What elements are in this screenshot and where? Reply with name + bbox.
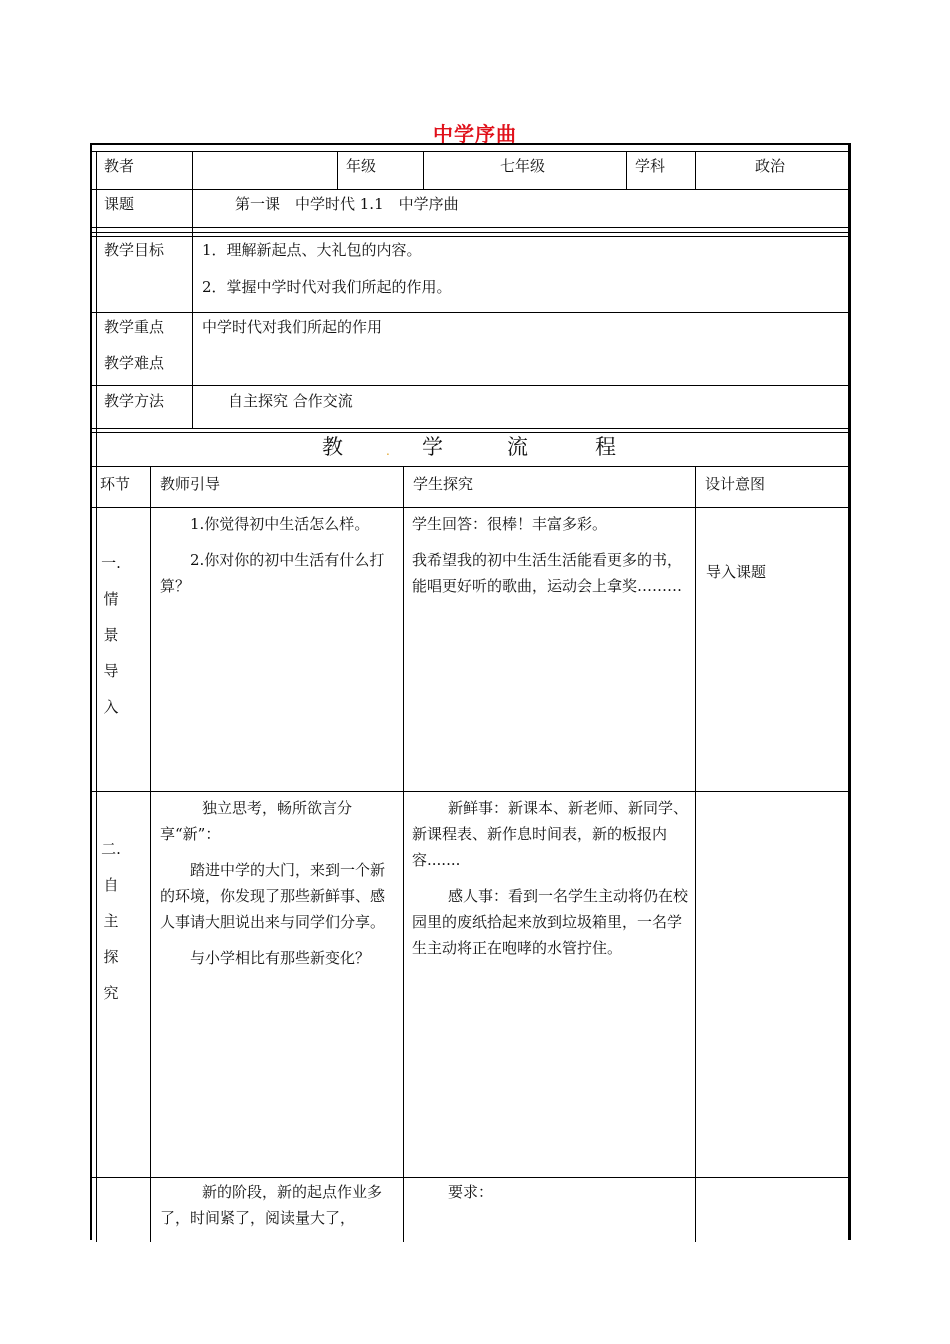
header-student: 学生探究 [413,475,474,493]
rule [695,466,696,1242]
goals-label: 教学目标 [104,241,165,259]
rule [92,385,848,386]
banner-char: 教 [322,435,343,459]
banner-char: 流 [507,435,528,459]
banner-char: 程 [595,435,616,459]
topic-label: 课题 [104,195,135,213]
student-inquiry: 新鲜事：新课本、新老师、新同学、新课程表、新作息时间表，新的板报内容....... 感人事：看到一名学生主动将仍在校园里的废纸拾起来放到垃圾箱里，一名学生主动将正在咆哮的水管拧住。 [412,799,689,957]
grade-label: 年级 [346,157,377,175]
teacher-guide: 独立思考，畅所欲言分享“新”： 踏进中学的大门，来到一个新的环境，你发现了那些新鲜事、感人事请大胆说出来与同学们分享。 与小学相比有那些新变化？ [160,799,386,967]
lesson-plan-table [90,143,851,1240]
key-value: 中学时代对我们所起的作用 [202,318,383,336]
method-label: 教学方法 [104,392,165,410]
goal-item: 1．理解新起点、大礼包的内容。 [202,241,422,259]
rule [92,428,848,429]
teaching-flow-banner [92,432,848,462]
rule [423,151,424,189]
rule [150,466,151,1242]
subject-label: 学科 [635,157,666,175]
student-inquiry: 要求： [448,1183,494,1201]
student-inquiry: 学生回答：很棒！丰富多彩。 我希望我的初中生活生活能看更多的书，能唱更好听的歌曲，运动会上拿奖……… [412,515,683,595]
header-stage: 环节 [100,475,131,493]
teacher-label: 教者 [104,157,135,175]
rule [92,507,848,508]
rule [92,1177,848,1178]
goal-item: 2．掌握中学时代对我们所起的作用。 [202,278,452,296]
document-title: 中学序曲 [433,122,517,146]
rule [626,151,627,189]
rule [92,189,848,190]
teacher-guide: 1.你觉得初中生活怎么样。 2.你对你的初中生活有什么打算？ [160,515,385,595]
rule [92,227,848,228]
grade-value: 七年级 [500,157,546,175]
topic-value: 第一课 中学时代 1.1 中学序曲 [235,195,459,213]
subject-value: 政治 [755,157,786,175]
rule [337,151,338,189]
rule [403,466,404,1242]
difficulty-label: 教学难点 [104,354,165,372]
key-label: 教学重点 [104,318,165,336]
rule [92,791,848,792]
rule [92,236,848,237]
header-intent: 设计意图 [705,475,766,493]
teacher-guide: 新的阶段，新的起点作业多了，时间紧了，阅读量大了， [160,1183,383,1227]
stage-label: 一. 情 景 导 入 [101,554,121,716]
method-value: 自主探究 合作交流 [228,392,353,410]
stage-label: 二. 自 主 探 究 [101,840,121,1002]
banner-dot: . [386,444,390,458]
rule [92,232,848,233]
banner-char: 学 [422,435,443,459]
rule [92,151,848,152]
design-intent: 导入课题 [706,563,767,581]
header-teacher: 教师引导 [160,475,221,493]
rule [92,312,848,313]
rule [92,466,848,467]
rule [192,151,193,428]
rule [695,151,696,189]
